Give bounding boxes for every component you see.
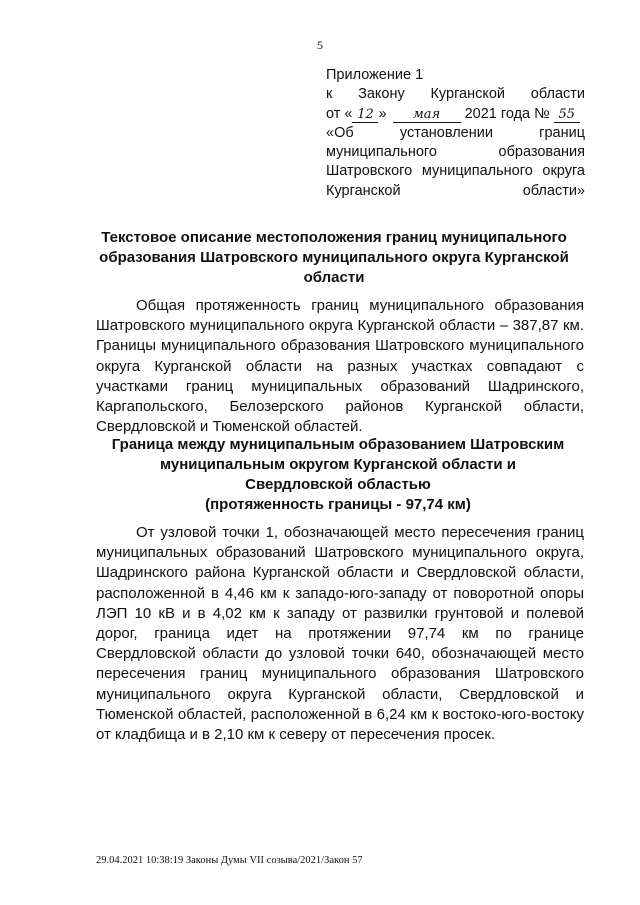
date-prefix: от « — [326, 105, 353, 122]
appendix-header — [326, 66, 585, 201]
handwritten-month: мая — [393, 108, 461, 123]
section-heading-line-3: Свердловской областью — [245, 476, 431, 493]
section-heading-line-2: муниципальным округом Курганской области и — [159, 456, 517, 473]
appendix-date-line — [326, 105, 585, 124]
section-heading-line-1: Граница между муниципальным образованием Шатровским — [111, 436, 565, 453]
section-heading-sverdlovsk — [105, 435, 571, 515]
document-footer: 29.04.2021 10:38:19 Законы Думы VII созыва/2021/Закон 57 — [96, 855, 363, 866]
paragraph-total-length: Общая протяженность границ муниципального образования Шатровского муниципального округа Курганской области – 387,87 км. Границы муниципального образования Шатровского муниципального округа Курганской области на разных участках совпадают с участками границ муниципальных образований Шадринского, Каргапольского, Белозерского районов Курганской области, Свердловской и Тюменской областей. — [96, 297, 584, 436]
document-title: Текстовое описание местоположения границ муниципального образования Шатровского муниципального округа Курганской области — [99, 229, 569, 286]
page-number: 5 — [317, 38, 323, 52]
handwritten-day: 12 — [352, 108, 378, 123]
date-day-close: » — [378, 105, 387, 122]
section-heading-line-4: (протяженность границы - 97,74 км) — [205, 496, 471, 513]
date-year: 2021 года № — [464, 105, 550, 122]
appendix-title: Приложение 1 — [326, 67, 424, 83]
appendix-description: «Об установлении границ муниципального образования Шатровского муниципального округа Курганской области» — [326, 124, 585, 199]
appendix-to-law: к Закону Курганской области — [326, 86, 585, 103]
paragraph-boundary-description: От узловой точки 1, обозначающей место пересечения границ муниципальных образований Шатровского муниципального округа, Шадринского района Курганской области и Свердловской области, расположенной в 4,46 км к западо-юго-западу от поворотной опоры ЛЭП 10 кВ и в 4,02 км к западу от развилки грунтовой и полевой дорог, граница идет на протяжении 97,74 км по границе Свердловской области до узловой точки 640, обозначающей место пересечения границ муниципального образования Шатровского муниципального округа Курганской области, Свердловской и Тюменской областей, расположенной в 6,24 км к востоко-юго-востоку от кладбища и в 2,10 км к северу от пересечения просек. — [96, 524, 584, 744]
handwritten-law-number: 55 — [554, 108, 580, 123]
